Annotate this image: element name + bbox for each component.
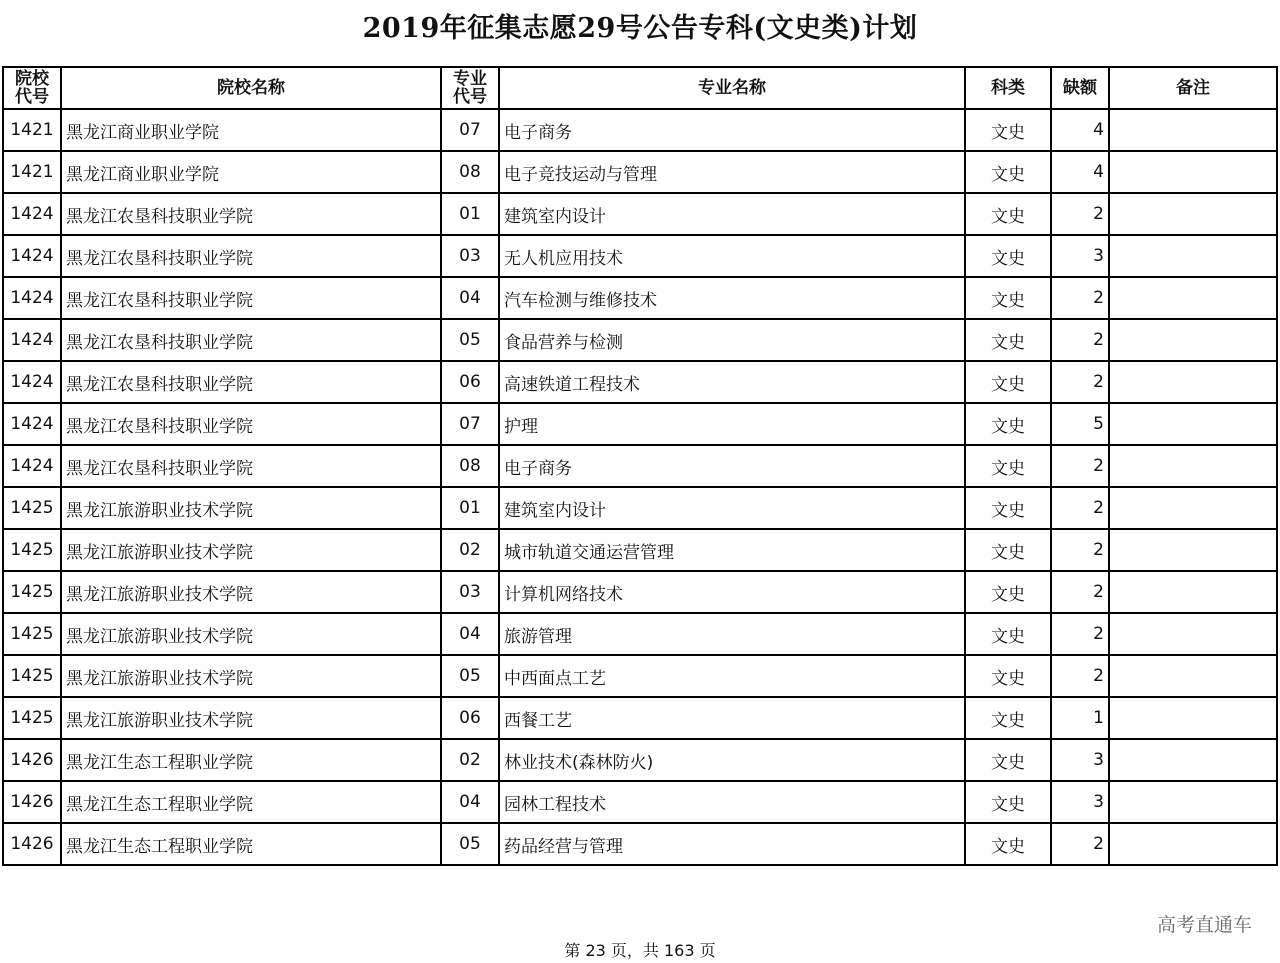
cell-school-code: 1424 [3,235,61,277]
header-quota: 缺额 [1051,67,1109,109]
table-row [3,403,1277,445]
cell-quota: 4 [1051,151,1109,193]
cell-subject: 文史 [965,277,1051,319]
table-row [3,739,1277,781]
cell-subject: 文史 [965,361,1051,403]
cell-school-name: 黑龙江农垦科技职业学院 [61,277,441,319]
cell-major-code: 05 [441,319,499,361]
header-remarks: 备注 [1109,67,1277,109]
header-school-name: 院校名称 [61,67,441,109]
cell-school-code: 1424 [3,277,61,319]
cell-subject: 文史 [965,109,1051,151]
cell-school-code: 1424 [3,445,61,487]
cell-school-name: 黑龙江生态工程职业学院 [61,739,441,781]
cell-school-name: 黑龙江旅游职业技术学院 [61,613,441,655]
cell-school-name: 黑龙江商业职业学院 [61,109,441,151]
header-major-code-text: 专业 代号 [453,69,487,107]
cell-school-code: 1426 [3,739,61,781]
cell-quota: 3 [1051,235,1109,277]
table-row [3,781,1277,823]
table-row [3,529,1277,571]
cell-remarks [1109,571,1277,613]
cell-major-name: 林业技术(森林防火) [499,739,965,781]
cell-major-name: 旅游管理 [499,613,965,655]
table-row [3,697,1277,739]
cell-school-name: 黑龙江农垦科技职业学院 [61,235,441,277]
cell-quota: 2 [1051,655,1109,697]
cell-quota: 2 [1051,613,1109,655]
cell-school-code: 1425 [3,571,61,613]
cell-school-name: 黑龙江旅游职业技术学院 [61,697,441,739]
cell-school-code: 1421 [3,109,61,151]
cell-remarks [1109,151,1277,193]
table-row [3,151,1277,193]
table-row [3,445,1277,487]
cell-major-code: 05 [441,655,499,697]
cell-major-code: 03 [441,571,499,613]
cell-major-name: 食品营养与检测 [499,319,965,361]
cell-school-code: 1425 [3,655,61,697]
cell-major-code: 06 [441,361,499,403]
cell-school-name: 黑龙江旅游职业技术学院 [61,571,441,613]
cell-school-code: 1426 [3,781,61,823]
cell-major-name: 计算机网络技术 [499,571,965,613]
cell-quota: 2 [1051,487,1109,529]
cell-subject: 文史 [965,739,1051,781]
cell-school-code: 1424 [3,361,61,403]
cell-school-name: 黑龙江农垦科技职业学院 [61,193,441,235]
cell-quota: 5 [1051,403,1109,445]
header-major-code [441,67,499,109]
cell-remarks [1109,193,1277,235]
cell-school-name: 黑龙江农垦科技职业学院 [61,403,441,445]
cell-quota: 2 [1051,529,1109,571]
cell-remarks [1109,235,1277,277]
cell-major-code: 03 [441,235,499,277]
cell-major-name: 城市轨道交通运营管理 [499,529,965,571]
cell-quota: 2 [1051,277,1109,319]
page-title: 2019年征集志愿29号公告专科(文史类)计划 [362,13,918,44]
table-row [3,193,1277,235]
cell-major-name: 电子竞技运动与管理 [499,151,965,193]
table-row [3,109,1277,151]
cell-subject: 文史 [965,193,1051,235]
cell-quota: 2 [1051,571,1109,613]
cell-school-name: 黑龙江旅游职业技术学院 [61,655,441,697]
cell-quota: 3 [1051,739,1109,781]
cell-quota: 2 [1051,361,1109,403]
watermark: 高考直通车 [1156,914,1252,936]
cell-major-name: 电子商务 [499,445,965,487]
cell-school-code: 1425 [3,529,61,571]
cell-quota: 4 [1051,109,1109,151]
cell-remarks [1109,613,1277,655]
cell-remarks [1109,319,1277,361]
table-row [3,235,1277,277]
cell-major-code: 06 [441,697,499,739]
cell-school-name: 黑龙江生态工程职业学院 [61,781,441,823]
cell-school-code: 1424 [3,319,61,361]
enrollment-plan-table [2,66,1278,866]
header-major-name: 专业名称 [499,67,965,109]
cell-major-code: 05 [441,823,499,865]
cell-quota: 2 [1051,193,1109,235]
cell-quota: 2 [1051,319,1109,361]
cell-school-code: 1426 [3,823,61,865]
cell-school-code: 1424 [3,403,61,445]
cell-remarks [1109,655,1277,697]
cell-major-name: 建筑室内设计 [499,193,965,235]
cell-subject: 文史 [965,403,1051,445]
cell-remarks [1109,781,1277,823]
cell-remarks [1109,403,1277,445]
cell-major-name: 高速铁道工程技术 [499,361,965,403]
cell-remarks [1109,739,1277,781]
cell-major-code: 04 [441,781,499,823]
cell-major-code: 07 [441,403,499,445]
cell-remarks [1109,697,1277,739]
table-row [3,277,1277,319]
table-row [3,319,1277,361]
cell-remarks [1109,445,1277,487]
cell-quota: 1 [1051,697,1109,739]
cell-major-name: 药品经营与管理 [499,823,965,865]
table-row [3,823,1277,865]
cell-major-code: 04 [441,277,499,319]
cell-school-code: 1425 [3,697,61,739]
cell-major-code: 01 [441,487,499,529]
cell-remarks [1109,109,1277,151]
table-header-row [3,67,1277,109]
cell-major-code: 04 [441,613,499,655]
cell-school-name: 黑龙江生态工程职业学院 [61,823,441,865]
cell-major-name: 汽车检测与维修技术 [499,277,965,319]
cell-school-name: 黑龙江农垦科技职业学院 [61,361,441,403]
cell-major-code: 02 [441,739,499,781]
header-school-code [3,67,61,109]
header-school-code-text: 院校 代号 [15,69,49,107]
cell-school-name: 黑龙江旅游职业技术学院 [61,487,441,529]
cell-school-name: 黑龙江农垦科技职业学院 [61,445,441,487]
cell-major-name: 电子商务 [499,109,965,151]
cell-major-name: 建筑室内设计 [499,487,965,529]
cell-school-code: 1421 [3,151,61,193]
cell-subject: 文史 [965,487,1051,529]
cell-quota: 2 [1051,823,1109,865]
cell-subject: 文史 [965,613,1051,655]
cell-major-name: 无人机应用技术 [499,235,965,277]
cell-subject: 文史 [965,151,1051,193]
cell-remarks [1109,361,1277,403]
cell-remarks [1109,529,1277,571]
cell-major-code: 08 [441,151,499,193]
cell-school-name: 黑龙江农垦科技职业学院 [61,319,441,361]
table-row [3,571,1277,613]
cell-school-name: 黑龙江旅游职业技术学院 [61,529,441,571]
cell-school-name: 黑龙江商业职业学院 [61,151,441,193]
cell-subject: 文史 [965,319,1051,361]
cell-quota: 3 [1051,781,1109,823]
table-row [3,613,1277,655]
cell-school-code: 1425 [3,613,61,655]
header-subject: 科类 [965,67,1051,109]
table-row [3,361,1277,403]
table-row [3,655,1277,697]
cell-subject: 文史 [965,235,1051,277]
cell-major-name: 园林工程技术 [499,781,965,823]
cell-subject: 文史 [965,697,1051,739]
cell-subject: 文史 [965,781,1051,823]
cell-subject: 文史 [965,823,1051,865]
cell-major-code: 07 [441,109,499,151]
table-row [3,487,1277,529]
cell-school-code: 1424 [3,193,61,235]
cell-major-name: 西餐工艺 [499,697,965,739]
cell-major-name: 中西面点工艺 [499,655,965,697]
cell-major-code: 01 [441,193,499,235]
cell-subject: 文史 [965,655,1051,697]
cell-quota: 2 [1051,445,1109,487]
cell-remarks [1109,277,1277,319]
cell-remarks [1109,487,1277,529]
cell-school-code: 1425 [3,487,61,529]
cell-remarks [1109,823,1277,865]
cell-subject: 文史 [965,445,1051,487]
cell-major-code: 08 [441,445,499,487]
cell-major-code: 02 [441,529,499,571]
cell-subject: 文史 [965,571,1051,613]
page-footer: 第 23 页，共 163 页 [564,941,716,960]
cell-major-name: 护理 [499,403,965,445]
cell-subject: 文史 [965,529,1051,571]
